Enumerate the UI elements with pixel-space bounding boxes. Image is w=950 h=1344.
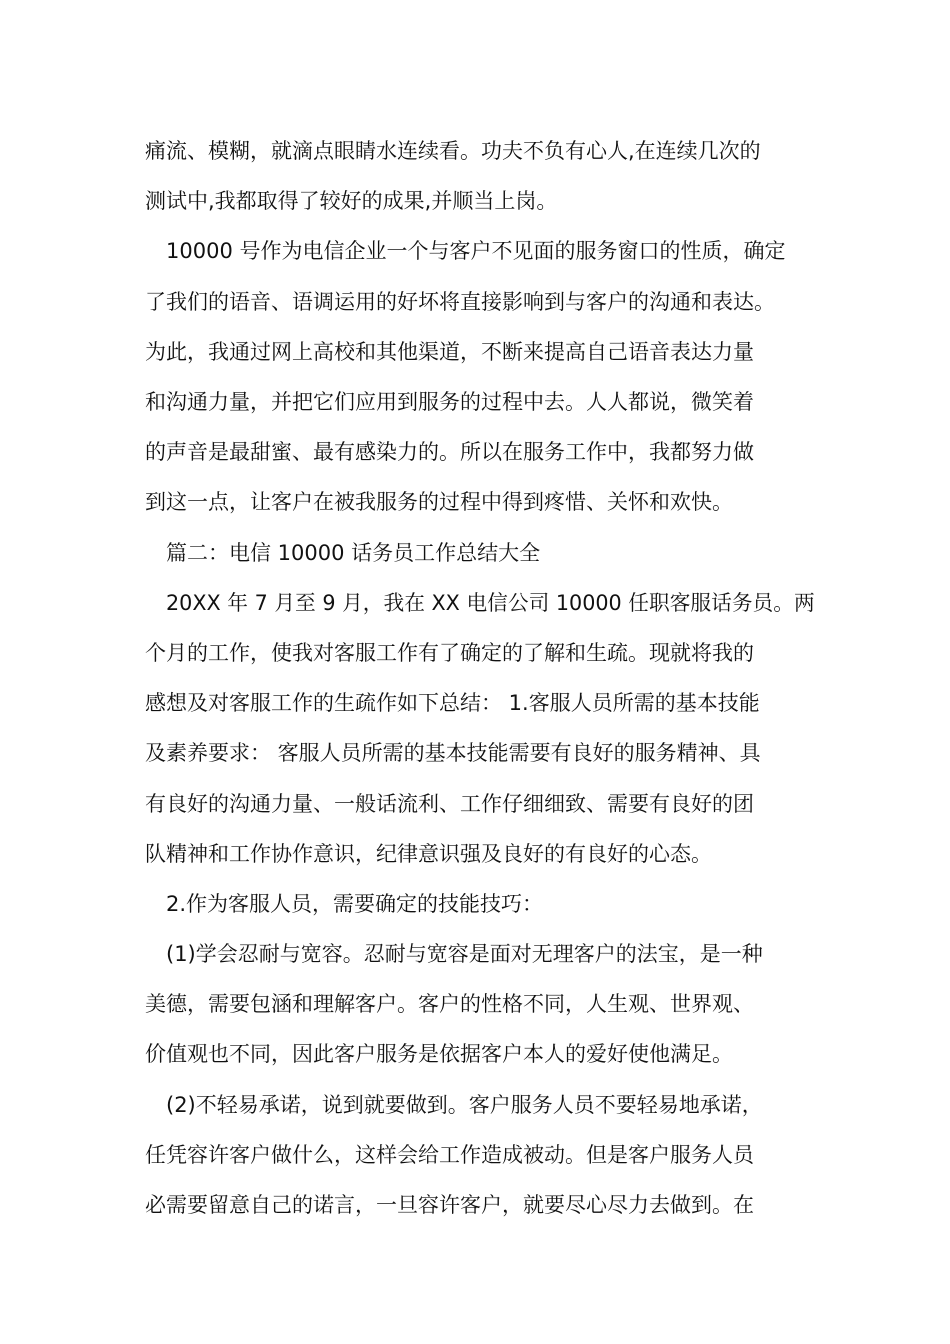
text-line <box>145 778 815 828</box>
paragraph-first-line <box>145 578 815 628</box>
line-text: 感想及对客服工作的生疏作如下总结： 1.客服人员所需的基本技能 <box>145 691 760 716</box>
paragraph-first-line <box>145 1080 815 1130</box>
line-text: 必需要留意自己的诺言，一旦容许客户，就要尽心尽力去做到。在 <box>145 1193 754 1218</box>
text-line <box>145 477 815 527</box>
body-text <box>145 126 815 1230</box>
line-text: 有良好的沟通力量、一般话流利、工作仔细细致、需要有良好的团 <box>145 791 754 816</box>
text-line <box>145 377 815 427</box>
section-heading <box>145 528 815 578</box>
text-line <box>145 1130 815 1180</box>
line-text: (1)学会忍耐与宽容。忍耐与宽容是面对无理客户的法宝，是一种 <box>166 942 763 967</box>
line-text: 了我们的语音、语调运用的好坏将直接影响到与客户的沟通和表达。 <box>145 289 775 314</box>
line-text: 到这一点，让客户在被我服务的过程中得到疼惜、关怀和欢快。 <box>145 490 733 515</box>
text-line <box>145 979 815 1029</box>
line-text: (2)不轻易承诺，说到就要做到。客户服务人员不要轻易地承诺， <box>166 1092 763 1117</box>
text-line <box>145 277 815 327</box>
text-line <box>145 327 815 377</box>
text-line <box>145 678 815 728</box>
text-line <box>145 728 815 778</box>
heading-text: 篇二：电信 10000 话务员工作总结大全 <box>166 540 541 565</box>
text-line <box>145 829 815 879</box>
line-text: 个月的工作，使我对客服工作有了确定的了解和生疏。现就将我的 <box>145 640 754 665</box>
line-text: 10000 号作为电信企业一个与客户不见面的服务窗口的性质，确定 <box>166 239 786 264</box>
line-text: 2.作为客服人员，需要确定的技能技巧： <box>166 891 544 916</box>
line-text: 队精神和工作协作意识，纪律意识强及良好的有良好的心态。 <box>145 841 712 866</box>
paragraph-first-line <box>145 929 815 979</box>
line-text: 价值观也不同，因此客户服务是依据客户本人的爱好使他满足。 <box>145 1042 733 1067</box>
line-text: 的声音是最甜蜜、最有感染力的。所以在服务工作中，我都努力做 <box>145 440 754 465</box>
line-text: 和沟通力量，并把它们应用到服务的过程中去。人人都说，微笑着 <box>145 390 754 415</box>
paragraph-first-line <box>145 879 815 929</box>
text-line <box>145 628 815 678</box>
paragraph-first-line <box>145 226 815 276</box>
text-line <box>145 176 815 226</box>
text-line <box>145 427 815 477</box>
line-text: 任凭容许客户做什么，这样会给工作造成被动。但是客户服务人员 <box>145 1142 754 1167</box>
line-text: 测试中,我都取得了较好的成果,并顺当上岗。 <box>145 189 558 214</box>
text-line <box>145 1029 815 1079</box>
text-line <box>145 1180 815 1230</box>
line-text: 痛流、模糊，就滴点眼睛水连续看。功夫不负有心人,在连续几次的 <box>145 139 761 164</box>
line-text: 20XX 年 7 月至 9 月，我在 XX 电信公司 10000 任职客服话务员。两 <box>166 590 815 615</box>
line-text: 及素养要求： 客服人员所需的基本技能需要有良好的服务精神、具 <box>145 741 761 766</box>
line-text: 为此，我通过网上高校和其他渠道，不断来提高自己语音表达力量 <box>145 339 754 364</box>
text-line <box>145 126 815 176</box>
line-text: 美德，需要包涵和理解客户。客户的性格不同，人生观、世界观、 <box>145 992 754 1017</box>
